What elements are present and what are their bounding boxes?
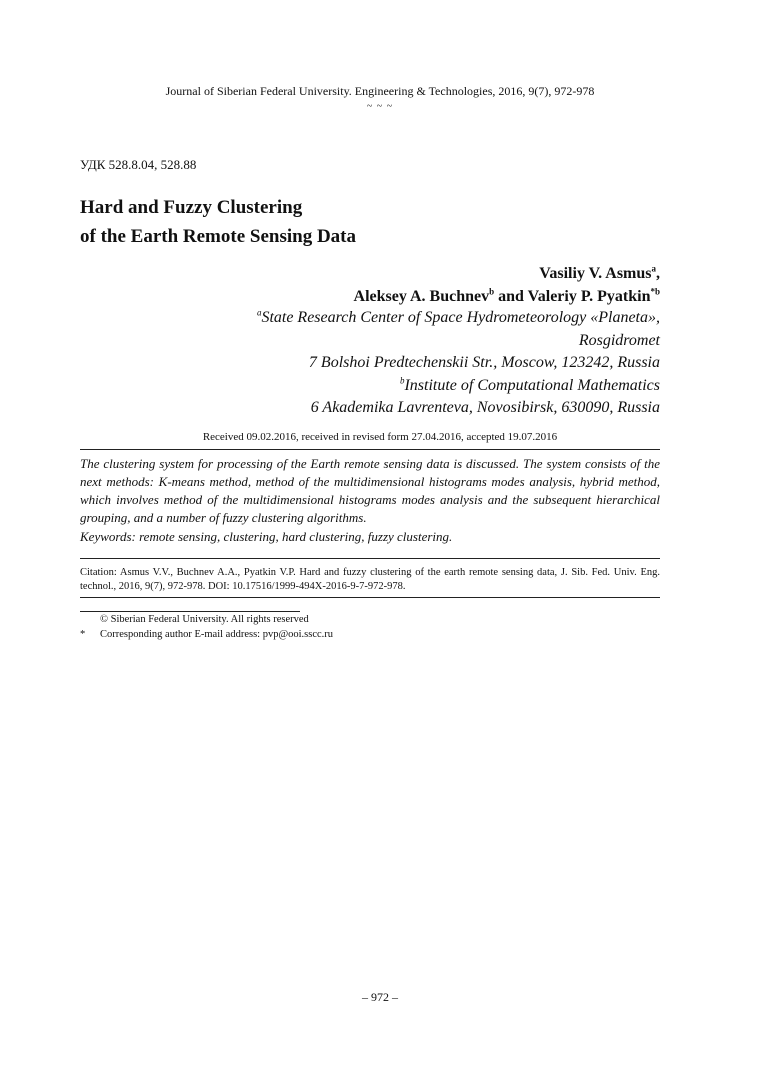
- affil-b-line-1: Institute of Computational Mathematics: [404, 376, 660, 394]
- keywords: Keywords: remote sensing, clustering, hard clustering, fuzzy clustering.: [80, 529, 453, 544]
- title-line-2: of the Earth Remote Sensing Data: [80, 226, 357, 247]
- affiliations: [257, 307, 660, 420]
- affil-a-line-2: Rosgidromet: [578, 331, 660, 349]
- affil-b-mark: b: [399, 375, 405, 386]
- footnote-rule: [80, 611, 300, 612]
- author-pyatkin: Valeriy P. Pyatkin: [527, 288, 651, 305]
- received-dates: Received 09.02.2016, received in revised form 27.04.2016, accepted 19.07.2016: [202, 431, 558, 443]
- author-pyatkin-affil-mark: *b: [650, 286, 660, 297]
- journal-header: Journal of Siberian Federal University. Engineering & Technologies, 2016, 9(7), 972-978: [165, 84, 595, 98]
- author-buchnev-affil-mark: b: [489, 286, 495, 297]
- affil-a-mark: a: [256, 307, 262, 318]
- affil-a-line-1: State Research Center of Space Hydrometeorology «Planeta»,: [261, 309, 660, 326]
- paper-title: [80, 193, 356, 251]
- abstract: The clustering system for processing of the Earth remote sensing data is discussed. The system consists of the next methods: K-means method, method of the multidimensional histograms modes analysis, hybrid method, which involves method of the multidimensional histograms modes analysis and the subsequent hierarchical grouping, and a number of fuzzy clustering algorithms.: [80, 456, 660, 525]
- footnote-copyright: © Siberian Federal University. All rights reserved: [100, 614, 309, 625]
- rule-above-citation: [80, 558, 660, 559]
- page-number: – 972 –: [362, 990, 398, 1004]
- author-asmus: Vasiliy V. Asmus: [539, 265, 652, 282]
- rule-below-citation: [80, 597, 660, 598]
- header-separator: ~ ~ ~: [366, 101, 394, 112]
- title-line-1: Hard and Fuzzy Clustering: [80, 197, 303, 218]
- rule-above-abstract: [80, 449, 660, 450]
- udc-code: УДК 528.8.04, 528.88: [80, 157, 197, 172]
- citation: Citation: Asmus V.V., Buchnev A.A., Pyatkin V.P. Hard and fuzzy clustering of the earth remote sensing data, J. Sib. Fed. Univ. Eng. technol., 2016, 9(7), 972-978. DOI: 10.17516/1999-494X-2016-9-7-972-978.: [80, 567, 660, 592]
- author-asmus-affil-mark: a: [651, 263, 656, 274]
- corresponding-email: Corresponding author E-mail address: pvp@ooi.sscc.ru: [100, 629, 334, 640]
- footnote-corresponding: [80, 629, 333, 640]
- author-list: Vasiliy V. Asmus$^a$, Aleksey A. Buchnev$^b$ and Valeriy P. Pyatkin$^{*b}$: [353, 263, 660, 305]
- affil-a-line-3: 7 Bolshoi Predtechenskii Str., Moscow, 123242, Russia: [308, 354, 660, 372]
- affil-b-line-2: 6 Akademika Lavrenteva, Novosibirsk, 630090, Russia: [310, 399, 660, 417]
- footnote-mark: *: [80, 629, 86, 640]
- author-buchnev: Aleksey A. Buchnev: [353, 288, 490, 305]
